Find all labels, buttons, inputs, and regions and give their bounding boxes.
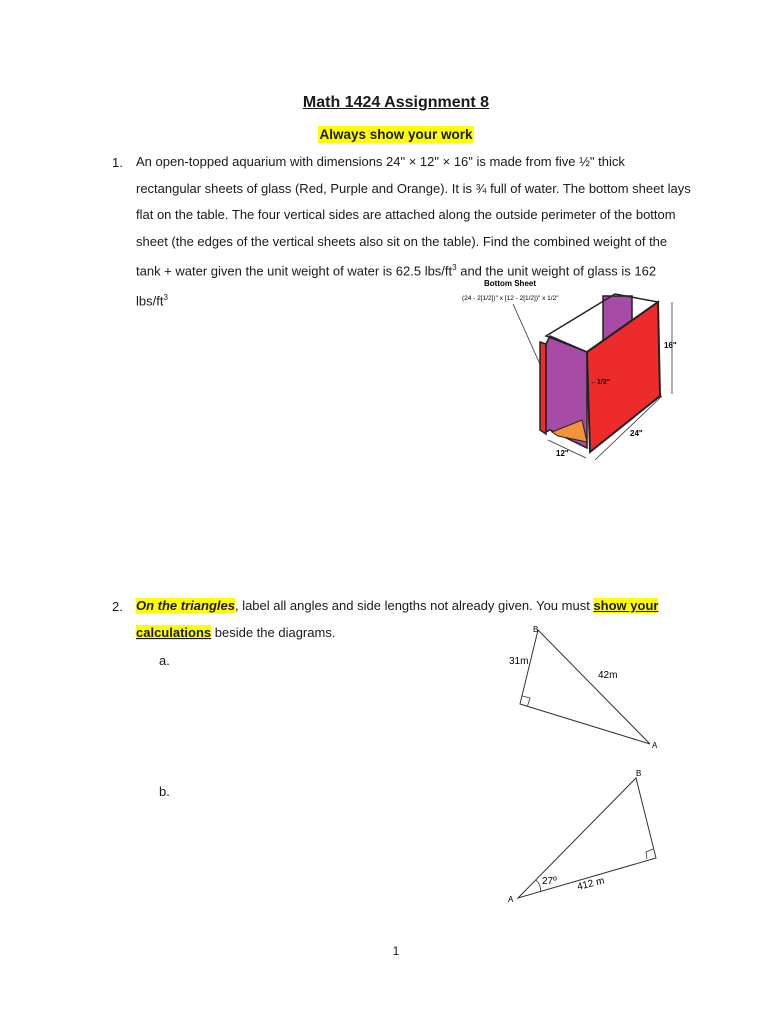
side-base-b: 412 m xyxy=(576,875,606,893)
angle-arc-b xyxy=(536,880,541,892)
aquarium-figure xyxy=(440,272,700,472)
vertex-b-b: B xyxy=(636,769,642,778)
right-angle-mark-a xyxy=(523,696,531,706)
length-label: 24" xyxy=(630,429,643,438)
side-vertical-a: 31m xyxy=(509,656,529,667)
q1-line: rectangular sheets of glass (Red, Purple and Orange). It is ¾ full of water. The bottom sheet lays xyxy=(136,180,691,196)
q1-line: An open-topped aquarium with dimensions 24" × 12" × 16" is made from five ½" thick xyxy=(136,154,625,169)
q2-line2-hl: calculations xyxy=(136,624,212,640)
subtitle-wrap xyxy=(0,126,768,144)
formula-label: (24 - 2[1/2])" x [12 - 2[1/2])" x 1/2" xyxy=(462,295,559,302)
page-number: 1 xyxy=(392,944,400,958)
angle-label-b: 27º xyxy=(542,876,557,887)
height-label: 16" xyxy=(664,341,677,350)
q1-number: 1. xyxy=(112,155,123,170)
part-b-label: b. xyxy=(159,784,170,799)
q1-line: sheet (the edges of the vertical sheets also sit on the table). Find the combined weight of the xyxy=(136,233,668,249)
q1-line: flat on the table. The four vertical sides are attached along the outside perimeter of the bottom xyxy=(136,207,676,222)
q2-intro-hl: On the triangles xyxy=(136,598,235,613)
q2-intro-rest: , label all angles and side lengths not already given. You must xyxy=(234,598,594,613)
thickness-label: ←1/2" xyxy=(590,379,611,386)
triangle-a-shape xyxy=(520,630,650,744)
bottom-sheet-label: Bottom Sheet xyxy=(484,279,536,288)
q2-line-1 xyxy=(136,593,676,620)
subtitle: Always show your work xyxy=(319,127,473,142)
q1-line5-b: and the unit weight of glass is 162 xyxy=(456,263,657,279)
q2-line2-rest: beside the diagrams. xyxy=(211,624,336,640)
q2-intro-hl2: show your xyxy=(593,598,659,613)
page-title: Math 1424 Assignment 8 xyxy=(302,94,490,111)
q1-sup2: 3 xyxy=(163,292,168,302)
vertex-a-b: A xyxy=(508,895,514,904)
width-label: 12" xyxy=(556,449,569,458)
side-hyp-a: 42m xyxy=(598,670,618,681)
triangle-a xyxy=(500,620,670,760)
edge-strip xyxy=(540,342,546,434)
q1-line6: lbs/ft xyxy=(136,293,164,309)
right-angle-mark-b xyxy=(646,849,653,859)
vertex-b-a: B xyxy=(533,625,539,634)
q1-line5-a: tank + water given the unit weight of water is 62.5 lbs/ft xyxy=(136,263,453,279)
vertex-a-a: A xyxy=(652,741,658,750)
q2-number: 2. xyxy=(112,599,123,614)
triangle-b xyxy=(500,762,670,912)
q1-sup: 3 xyxy=(452,263,457,272)
part-a-label: a. xyxy=(159,653,170,668)
